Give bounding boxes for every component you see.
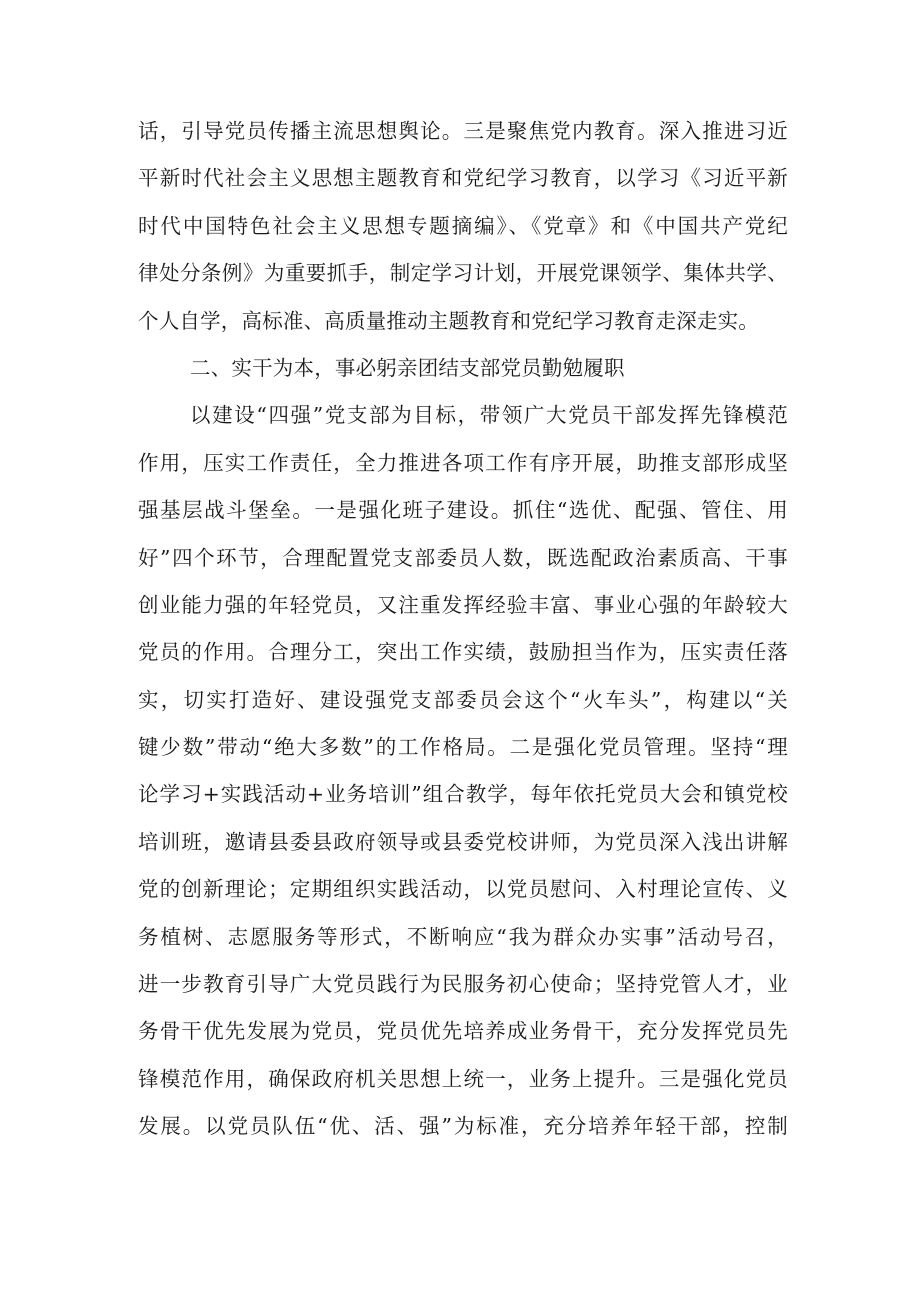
text-line: 党员的作用。合理分工，突出工作实绩，鼓励担当作为，压实责任落 xyxy=(138,640,788,665)
text-line: 创业能力强的年轻党员，又注重发挥经验丰富、事业心强的年龄较大 xyxy=(138,592,788,617)
text-line: 以建设“四强”党支部为目标，带领广大党员干部发挥先锋模范 xyxy=(190,403,788,428)
text-line: 个人自学，高标准、高质量推动主题教育和党纪学习教育走深走实。 xyxy=(138,308,759,333)
body-text xyxy=(138,108,788,1151)
text-line: 律处分条例》为重要抓手，制定学习计划，开展党课领学、集体共学、 xyxy=(138,261,788,286)
text-line: 时代中国特色社会主义思想专题摘编》、《党章》和《中国共产党纪 xyxy=(138,213,788,238)
text-line: 话，引导党员传播主流思想舆论。三是聚焦党内教育。深入推进习近 xyxy=(138,119,788,143)
text-line: 实，切实打造好、建设强党支部委员会这个“火车头”，构建以“关 xyxy=(138,687,788,712)
text-line: 强基层战斗堡垒。一是强化班子建设。抓住“选优、配强、管住、用 xyxy=(138,498,788,523)
text-line: 锋模范作用，确保政府机关思想上统一，业务上提升。三是强化党员 xyxy=(138,1066,788,1091)
text-line: 平新时代社会主义思想主题教育和党纪学习教育，以学习《习近平新 xyxy=(138,166,788,191)
text-line: 论学习+实践活动+业务培训”组合教学，每年依托党员大会和镇党校 xyxy=(138,782,788,807)
section-heading: 二、实干为本，事必躬亲团结支部党员勤勉履职 xyxy=(190,355,625,380)
text-line: 作用，压实工作责任，全力推进各项工作有序开展，助推支部形成坚 xyxy=(138,450,788,475)
text-line: 务植树、志愿服务等形式，不断响应“我为群众办实事”活动号召， xyxy=(138,924,788,949)
text-line: 进一步教育引导广大党员践行为民服务初心使命；坚持党管人才，业 xyxy=(138,972,788,997)
text-line: 培训班，邀请县委县政府领导或县委党校讲师，为党员深入浅出讲解 xyxy=(138,829,788,854)
text-line: 党的创新理论；定期组织实践活动，以党员慰问、入村理论宣传、义 xyxy=(138,877,788,902)
text-line: 好”四个环节，合理配置党支部委员人数，既选配政治素质高、干事 xyxy=(138,545,788,570)
text-line: 务骨干优先发展为党员，党员优先培养成业务骨干，充分发挥党员先 xyxy=(138,1019,788,1044)
text-line: 键少数”带动“绝大多数”的工作格局。二是强化党员管理。坚持“理 xyxy=(138,735,788,760)
text-line: 发展。以党员队伍“优、活、强”为标准，充分培养年轻干部，控制 xyxy=(138,1114,788,1139)
